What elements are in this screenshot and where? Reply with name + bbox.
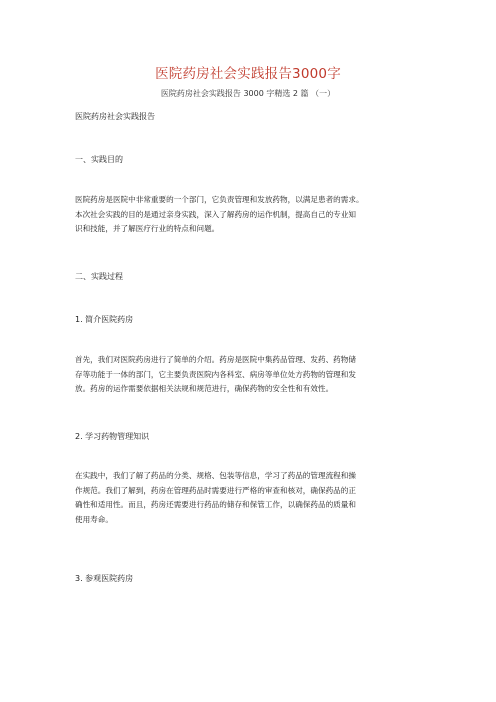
document-title: 医院药房社会实践报告3000字 — [155, 66, 341, 82]
report-title: 医院药房社会实践报告 — [75, 112, 155, 121]
study-paragraph — [75, 469, 435, 527]
purpose-line-1: 医院药房是医院中非常重要的一个部门，它负责管理和发放药物，以满足患者的需求。 — [75, 195, 364, 204]
section-heading-purpose: 一、实践目的 — [75, 155, 123, 164]
study-line-2: 作规范。我们了解到，药房在管理药品时需要进行严格的审查和核对，确保药品的正 — [75, 485, 356, 495]
document-subtitle: 医院药房社会实践报告 3000 字精选 2 篇 （一） — [160, 89, 336, 98]
intro-line-3: 放。药房的运作需要依据相关法规和规范进行，确保药物的安全性和有效性。 — [75, 384, 334, 393]
purpose-line-3: 识和技能，并了解医疗行业的特点和问题。 — [75, 224, 220, 233]
subsection-heading-visit: 3. 参观医院药房 — [75, 574, 134, 583]
intro-line-2: 存等功能于一体的部门，它主要负责医院内各科室、病房等单位处方药物的管理和发 — [75, 369, 356, 379]
subsection-heading-intro: 1. 简介医院药房 — [75, 315, 134, 324]
purpose-paragraph — [75, 193, 435, 237]
section-heading-process: 二、实践过程 — [75, 272, 123, 281]
intro-line-1: 首先，我们对医院药房进行了简单的介绍。药房是医院中集药品管理、发药、药物储 — [75, 355, 356, 364]
study-line-4: 使用寿命。 — [75, 514, 113, 524]
subsection-heading-study: 2. 学习药物管理知识 — [75, 432, 150, 441]
study-line-3: 确性和适用性。而且，药房还需要进行药品的储存和保管工作，以确保药品的质量和 — [75, 500, 356, 509]
study-line-1: 在实践中，我们了解了药品的分类、规格、包装等信息，学习了药品的管理流程和操 — [75, 471, 356, 480]
purpose-line-2: 本次社会实践的目的是通过亲身实践，深入了解药房的运作机制，提高自己的专业知 — [75, 209, 356, 219]
intro-paragraph — [75, 353, 435, 397]
